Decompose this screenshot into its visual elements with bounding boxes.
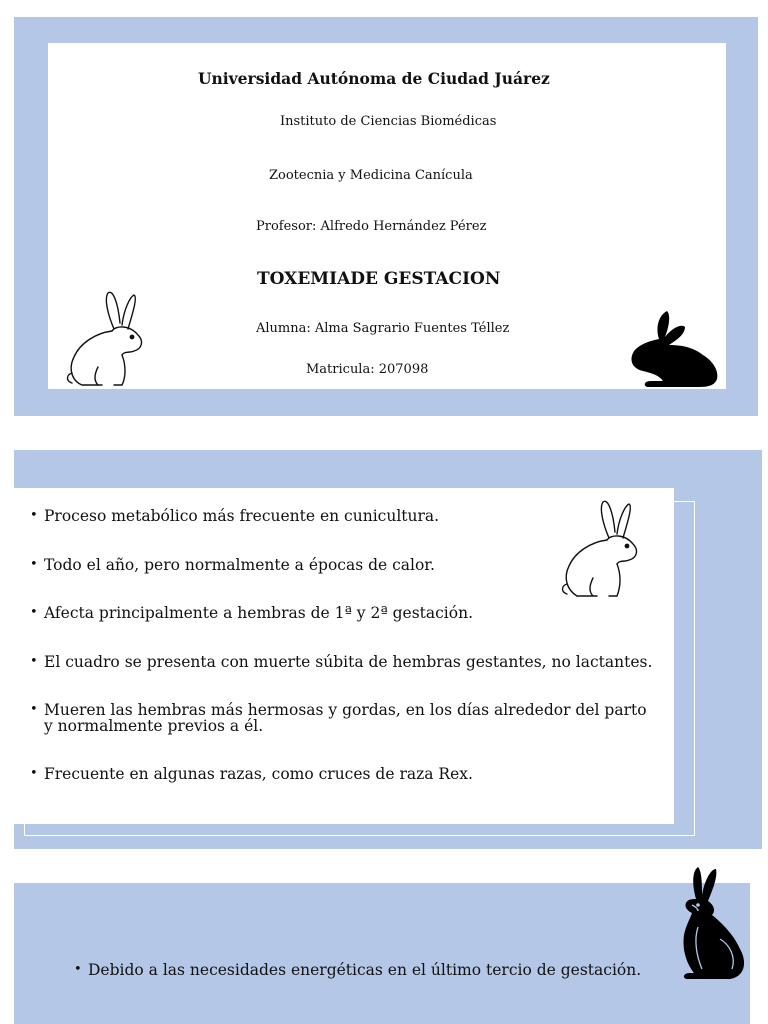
- content-card: [14, 488, 674, 824]
- institute-name: Instituto de Ciencias Biomédicas: [280, 114, 497, 129]
- list-item: • Debido a las necesidades energéticas en el último tercio de gestación.: [72, 961, 692, 979]
- list-item: • Mueren las hembras más hermosas y gordas, en los días alrededor del parto y normalmente previos a él.: [28, 702, 658, 734]
- program-name: Zootecnia y Medicina Canícula: [269, 168, 473, 183]
- list-item: • El cuadro se presenta con muerte súbita de hembras gestantes, no lactantes.: [28, 654, 658, 670]
- rabbit-silhouette-icon: [629, 309, 721, 389]
- id-number: Matricula: 207098: [306, 362, 429, 377]
- presentation-title: TOXEMIADE GESTACION: [257, 269, 501, 289]
- university-name: Universidad Autónoma de Ciudad Juárez: [198, 69, 550, 88]
- list-item: • Frecuente en algunas razas, como cruces de raza Rex.: [28, 766, 658, 782]
- content-slide-3: [14, 883, 750, 1024]
- rabbit-outline-icon: [559, 498, 645, 602]
- list-item: • Afecta principalmente a hembras de 1ª y 2ª gestación.: [28, 605, 658, 621]
- bullet-list: [72, 961, 692, 979]
- list-item: • Proceso metabólico más frecuente en cunicultura.: [28, 508, 658, 524]
- hare-sitting-icon: [668, 865, 750, 983]
- content-slide: [14, 450, 762, 849]
- title-card: [48, 43, 726, 389]
- professor-name: Profesor: Alfredo Hernández Pérez: [256, 219, 487, 234]
- list-item: • Todo el año, pero normalmente a épocas de calor.: [28, 557, 658, 573]
- title-slide: [14, 17, 758, 416]
- rabbit-outline-icon: [64, 289, 150, 391]
- student-name: Alumna: Alma Sagrario Fuentes Téllez: [256, 321, 510, 336]
